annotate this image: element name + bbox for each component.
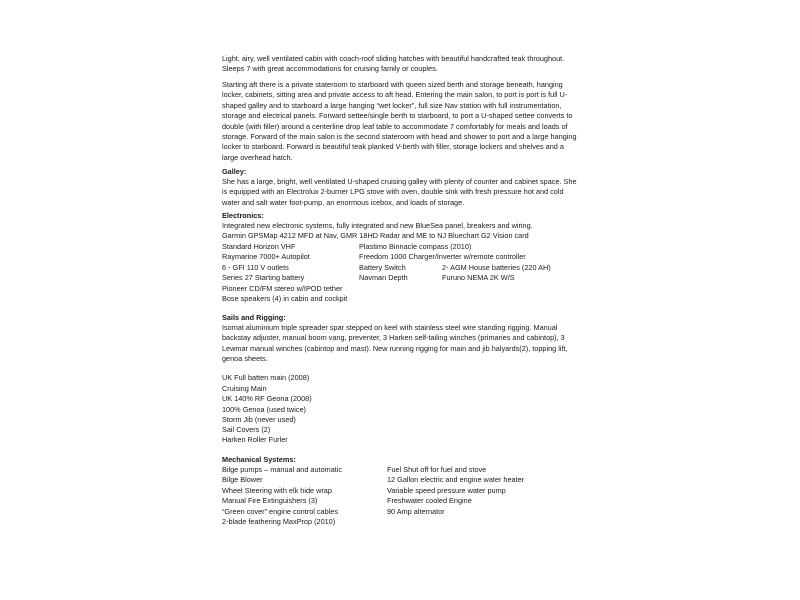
electronics-row [222, 273, 582, 283]
sails-heading: Sails and Rigging: [222, 313, 286, 322]
electronics-row [222, 242, 582, 252]
mechanical-item: 90 Amp alternator [387, 507, 445, 516]
sail-list-item: Sail Covers (2) [222, 425, 271, 434]
sail-list-item: Storm Jib (never used) [222, 415, 296, 424]
sail-list-item: 100% Genoa (used twice) [222, 405, 306, 414]
electronics-row [222, 252, 582, 262]
mechanical-item: Fuel Shut off for fuel and stove [387, 465, 487, 474]
galley-paragraph: She has a large, bright, well ventilated U-shaped cruising galley with plenty of counter and cabinet space. She is equipped with an Electrolux 2-burner LPG stove with oven, double sink with fresh pressure hot and cold water and salt water foot-pump, an enormous icebox, and loads of storage. [222, 177, 577, 207]
galley-heading: Galley: [222, 167, 247, 176]
electronics-item: Freedom 1000 Charger/Inverter w/remote controller [359, 252, 526, 261]
electronics-item: Standard Horizon VHF [222, 242, 296, 251]
mechanical-item: 2-blade feathering MaxProp (2010) [222, 517, 336, 526]
mechanical-row [222, 486, 582, 496]
mechanical-row [222, 465, 582, 475]
sail-list-item: UK 140% RF Geona (2008) [222, 394, 312, 403]
mechanical-row [222, 507, 582, 517]
mechanical-row [222, 496, 582, 506]
mechanical-item: Freshwater cooled Engine [387, 496, 472, 505]
mechanical-item: Variable speed pressure water pump [387, 486, 506, 495]
electronics-item: Battery Switch [359, 263, 406, 272]
electronics-item: 6 - GFI 110 V outlets [222, 263, 289, 272]
mechanical-row [222, 475, 582, 485]
mechanical-row [222, 517, 582, 527]
electronics-line: Garmin GPSMap 4212 MFD at Nav, GMR 18HD Radar and ME to NJ Bluechart G2 Vision card [222, 231, 529, 240]
sail-list-item: Harken Roller Furler [222, 435, 288, 444]
electronics-item: Furuno NEMA 2K W/S [442, 273, 515, 282]
electronics-item: 2- AGM House batteries (220 AH) [442, 263, 551, 272]
electronics-item: Series 27 Starting battery [222, 273, 305, 282]
electronics-line: Integrated new electronic systems, fully integrated and new BlueSea panel, breakers and wiring. [222, 221, 533, 230]
mechanical-item: Bilge pumps – manual and automatic [222, 465, 343, 474]
intro-paragraph: Light, airy, well ventilated cabin with coach-roof sliding hatches with beautiful handcrafted teak throughout. Sleeps 7 with great accommodations for cruising family or couples. [222, 54, 565, 74]
mechanical-heading: Mechanical Systems: [222, 455, 296, 464]
sail-list-item: UK Full batten main (2008) [222, 373, 310, 382]
mechanical-item: Wheel Steering with elk hide wrap [222, 486, 332, 495]
mechanical-item: “Green cover” engine control cables [222, 507, 338, 516]
electronics-item: Bose speakers (4) in cabin and cockpit [222, 294, 348, 303]
electronics-item: Navman Depth [359, 273, 408, 282]
electronics-row [222, 263, 582, 273]
electronics-row [222, 294, 582, 304]
mechanical-item: 12 Gallon electric and engine water heater [387, 475, 525, 484]
mechanical-item: Manual Fire Extinguishers (3) [222, 496, 318, 505]
mechanical-item: Bilge Blower [222, 475, 263, 484]
sails-paragraph: Isomat aluminium triple spreader spar stepped on keel with stainless steel wire standing rigging. Manual backstay adjuster, manual boom vang, preventer, 3 Harken self-tailing winches (primaries and cabintop), 3 Lewmar manual winches (cabintop and mast). New running rigging for main and jib halyards(2), topping lift, genoa sheets. [222, 323, 568, 364]
electronics-row [222, 284, 582, 294]
electronics-item: Pioneer CD/FM stereo w/IPOD tether [222, 284, 343, 293]
electronics-item: Plastimo Binnacle compass (2010) [359, 242, 472, 251]
sail-list-item: Cruising Main [222, 384, 267, 393]
layout-paragraph: Starting aft there is a private stateroom to starboard with queen sized berth and storage beneath, hanging locker, cabinets, sitting area and private access to aft head. Entering the main salon, to port is port is full U-shaped galley and to starboard a large hanging “wet locker”, full size Nav station with full instrumentation, storage and electrical panels. Forward settee/single berth to starboard, to port a U-shaped settee converts to double (with filler) around a centerline drop leaf table to accommodate 7 comfortably for meals and loads of storage. Forward of the main salon is the second stateroom with head and shower to port and a large hanging locker to starboard. Forward is beautiful teak planked V-berth with filler, storage lockers and shelves and a large overhead hatch. [222, 80, 577, 162]
electronics-heading: Electronics: [222, 211, 264, 220]
electronics-item: Raymarine 7000+ Autopilot [222, 252, 310, 261]
